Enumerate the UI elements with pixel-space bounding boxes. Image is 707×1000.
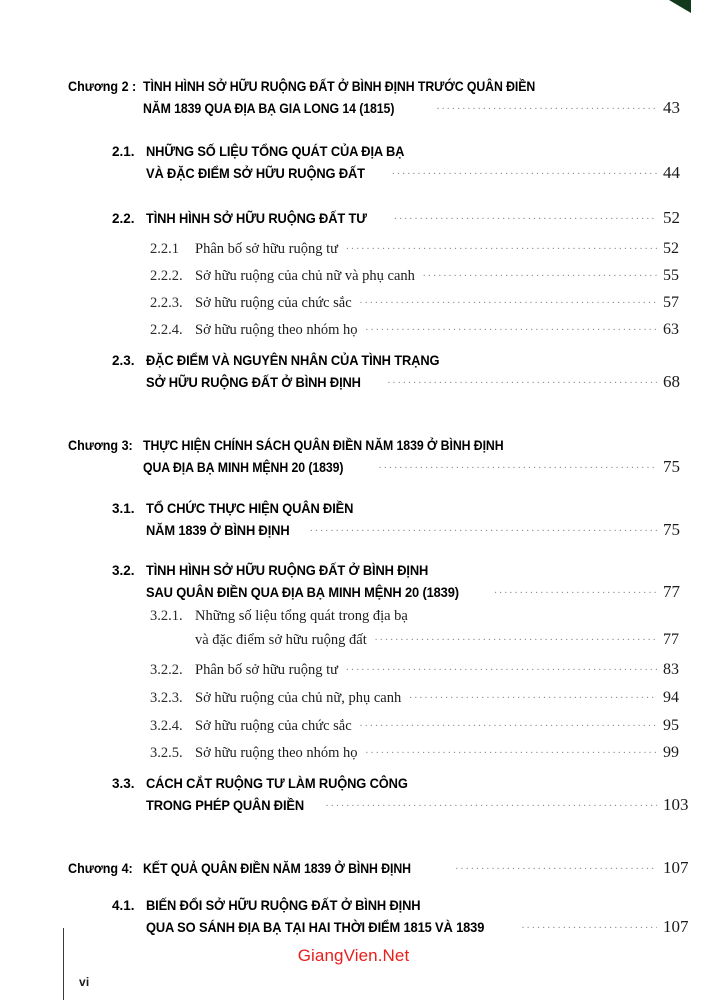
toc-entry[interactable] xyxy=(0,291,707,312)
toc-entry[interactable] xyxy=(0,318,707,339)
dot-leader xyxy=(456,857,657,873)
dot-leader xyxy=(366,741,657,757)
toc-entry-title: và đặc điểm sở hữu ruộng đất xyxy=(195,632,367,648)
toc-entry[interactable] xyxy=(0,608,707,649)
toc-entry-line xyxy=(0,581,707,602)
toc-entry[interactable] xyxy=(0,857,707,878)
toc-entry-title: NHỮNG SỐ LIỆU TỔNG QUÁT CỦA ĐỊA BẠ xyxy=(146,143,405,159)
toc-entry[interactable] xyxy=(0,897,707,937)
toc-entry[interactable] xyxy=(0,264,707,285)
toc-entry-title: TÌNH HÌNH SỞ HỮU RUỘNG ĐẤT Ở BÌNH ĐỊNH TRƯỚC QUÂN ĐIỀN xyxy=(143,78,536,94)
toc-entry-title: Phân bố sở hữu ruộng tư xyxy=(195,662,339,678)
toc-entry[interactable] xyxy=(0,775,707,815)
toc-entry-title: SAU QUÂN ĐIỀN QUA ĐỊA BẠ MINH MỆNH 20 (1839) xyxy=(146,584,459,600)
toc-entry-line xyxy=(0,78,707,94)
toc-entry-title: Những số liệu tổng quát trong địa bạ xyxy=(195,608,408,624)
toc-entry-title: NĂM 1839 Ở BÌNH ĐỊNH xyxy=(146,522,290,538)
toc-entry-line xyxy=(0,686,707,707)
toc-entry-title: Sở hữu ruộng của chức sắc xyxy=(195,718,352,734)
toc-entry-line xyxy=(0,714,707,735)
toc-entry[interactable] xyxy=(0,714,707,735)
toc-entry-line xyxy=(0,143,707,159)
toc-entry-line xyxy=(0,562,707,578)
toc-entry-line xyxy=(0,237,707,258)
toc-entry-title: Sở hữu ruộng của chủ nữ, phụ canh xyxy=(195,690,402,706)
toc-entry-title: BIẾN ĐỔI SỞ HỮU RUỘNG ĐẤT Ở BÌNH ĐỊNH xyxy=(146,897,421,913)
toc-page-number: 77 xyxy=(663,582,680,601)
toc-entry-line xyxy=(0,857,707,878)
dot-leader xyxy=(494,581,657,597)
toc-entry-line xyxy=(0,291,707,312)
dot-leader xyxy=(310,519,657,535)
toc-page-number: 63 xyxy=(663,321,679,338)
toc-entry-title: TRONG PHÉP QUÂN ĐIỀN xyxy=(146,797,305,813)
toc-entry-line xyxy=(0,916,707,937)
toc-page-number: 75 xyxy=(663,457,680,476)
toc-entry-number: 3.2.2. xyxy=(150,662,183,678)
toc-entry-number: Chương 4: xyxy=(68,861,133,876)
toc-entry[interactable] xyxy=(0,741,707,762)
toc-entry[interactable] xyxy=(0,352,707,392)
toc-entry-number: 3.2.5. xyxy=(150,745,183,761)
toc-page-number: 55 xyxy=(663,267,679,284)
dot-leader xyxy=(437,97,657,113)
toc-entry-title: Sở hữu ruộng theo nhóm họ xyxy=(195,322,358,338)
dot-leader xyxy=(346,237,657,253)
toc-entry[interactable] xyxy=(0,562,707,602)
toc-entry-number: 3.2.1. xyxy=(150,608,183,624)
toc-entry-number: 2.1. xyxy=(112,144,135,159)
toc-entry-line xyxy=(0,162,707,183)
toc-entry-line xyxy=(0,794,707,815)
toc-entry-title: QUA ĐỊA BẠ MINH MỆNH 20 (1839) xyxy=(143,459,344,475)
toc-entry-number: 2.2.3. xyxy=(150,295,183,311)
toc-page-number: 95 xyxy=(663,717,679,734)
toc-entry-title: Phân bố sở hữu ruộng tư xyxy=(195,241,339,257)
dot-leader xyxy=(379,456,657,472)
toc-entry-title: Sở hữu ruộng của chức sắc xyxy=(195,295,352,311)
toc-page-number: 44 xyxy=(663,163,680,182)
toc-entry-title: TÌNH HÌNH SỞ HỮU RUỘNG ĐẤT TƯ xyxy=(146,210,367,226)
toc-page-number: 75 xyxy=(663,520,680,539)
toc-entry-line xyxy=(0,897,707,913)
toc-entry-line xyxy=(0,352,707,368)
toc-entry[interactable] xyxy=(0,658,707,679)
toc-page-number: 99 xyxy=(663,744,679,761)
toc-entry-line xyxy=(0,500,707,516)
toc-entry-line xyxy=(0,456,707,477)
toc-entry[interactable] xyxy=(0,207,707,228)
toc-entry-title: Sở hữu ruộng theo nhóm họ xyxy=(195,745,358,761)
toc-page-number: 107 xyxy=(663,858,689,877)
dot-leader xyxy=(360,714,657,730)
toc-entry[interactable] xyxy=(0,143,707,183)
dot-leader xyxy=(326,794,657,810)
toc-entry-number: 2.2.2. xyxy=(150,268,183,284)
page-folio: vi xyxy=(79,975,90,989)
toc-entry-number: 2.2. xyxy=(112,211,135,226)
toc-entry-line xyxy=(0,775,707,791)
toc-entry-line xyxy=(0,437,707,453)
dot-leader xyxy=(375,628,657,644)
toc-page-number: 107 xyxy=(663,917,689,936)
toc-entry-number: 3.2.3. xyxy=(150,690,183,706)
dot-leader xyxy=(392,162,657,178)
toc-entry-title: QUA SO SÁNH ĐỊA BẠ TẠI HAI THỜI ĐIỂM 1815 VÀ 1839 xyxy=(146,919,485,935)
dot-leader xyxy=(346,658,657,674)
dot-leader xyxy=(409,686,657,702)
toc-entry-line xyxy=(0,97,707,118)
toc-entry-title: TỔ CHỨC THỰC HIỆN QUÂN ĐIỀN xyxy=(146,500,354,516)
toc-entry-title: CÁCH CẮT RUỘNG TƯ LÀM RUỘNG CÔNG xyxy=(146,775,408,791)
dot-leader xyxy=(366,318,657,334)
corner-triangle-mark xyxy=(669,0,691,13)
toc-entry-line xyxy=(0,264,707,285)
toc-entry-line xyxy=(0,318,707,339)
dot-leader xyxy=(394,207,657,223)
toc-page-number: 52 xyxy=(663,208,680,227)
toc-entry-number: 2.3. xyxy=(112,353,135,368)
toc-entry-title: KẾT QUẢ QUÂN ĐIỀN NĂM 1839 Ở BÌNH ĐỊNH xyxy=(143,860,411,876)
toc-entry-line xyxy=(0,519,707,540)
toc-entry-title: SỞ HỮU RUỘNG ĐẤT Ở BÌNH ĐỊNH xyxy=(146,374,361,390)
toc-page-number: 52 xyxy=(663,240,679,257)
toc-page-number: 43 xyxy=(663,98,680,117)
toc-entry[interactable] xyxy=(0,686,707,707)
toc-entry-number: 2.2.4. xyxy=(150,322,183,338)
toc-entry-line xyxy=(0,207,707,228)
toc-entry-title: NĂM 1839 QUA ĐỊA BẠ GIA LONG 14 (1815) xyxy=(143,100,395,116)
toc-entry-number: Chương 3: xyxy=(68,438,133,453)
toc-entry-number: 2.2.1 xyxy=(150,241,179,257)
watermark-text: GiangVien.Net xyxy=(297,946,410,965)
toc-page-number: 68 xyxy=(663,372,680,391)
toc-entry-title: TÌNH HÌNH SỞ HỮU RUỘNG ĐẤT Ở BÌNH ĐỊNH xyxy=(146,562,429,578)
toc-entry-line xyxy=(0,628,707,649)
dot-leader xyxy=(360,291,657,307)
toc-entry[interactable] xyxy=(0,237,707,258)
toc-entry-number: Chương 2 : xyxy=(68,79,137,94)
toc-page-number: 94 xyxy=(663,689,679,706)
toc-entry-line xyxy=(0,608,707,625)
toc-entry-number: 4.1. xyxy=(112,898,135,913)
dot-leader xyxy=(522,916,657,932)
toc-entry-number: 3.2.4. xyxy=(150,718,183,734)
toc-entry-title: ĐẶC ĐIỂM VÀ NGUYÊN NHÂN CỦA TÌNH TRẠNG xyxy=(146,352,440,368)
toc-entry[interactable] xyxy=(0,437,707,477)
toc-page-number: 57 xyxy=(663,294,679,311)
toc-page-number: 103 xyxy=(663,795,689,814)
toc-entry-number: 3.2. xyxy=(112,563,135,578)
toc-entry-line xyxy=(0,741,707,762)
toc-entry-title: VÀ ĐẶC ĐIỂM SỞ HỮU RUỘNG ĐẤT xyxy=(146,165,365,181)
toc-entry-number: 3.3. xyxy=(112,776,135,791)
toc-entry[interactable] xyxy=(0,500,707,540)
toc-entry-number: 3.1. xyxy=(112,501,135,516)
dot-leader xyxy=(423,264,657,280)
toc-entry-title: THỰC HIỆN CHÍNH SÁCH QUÂN ĐIỀN NĂM 1839 Ở BÌNH ĐỊNH xyxy=(143,437,504,453)
toc-page-number: 77 xyxy=(663,631,679,648)
toc-entry[interactable] xyxy=(0,78,707,118)
toc-entry-title: Sở hữu ruộng của chủ nữ và phụ canh xyxy=(195,268,415,284)
toc-entry-line xyxy=(0,371,707,392)
toc-entry-line xyxy=(0,658,707,679)
toc-page-number: 83 xyxy=(663,661,679,678)
dot-leader xyxy=(388,371,657,387)
